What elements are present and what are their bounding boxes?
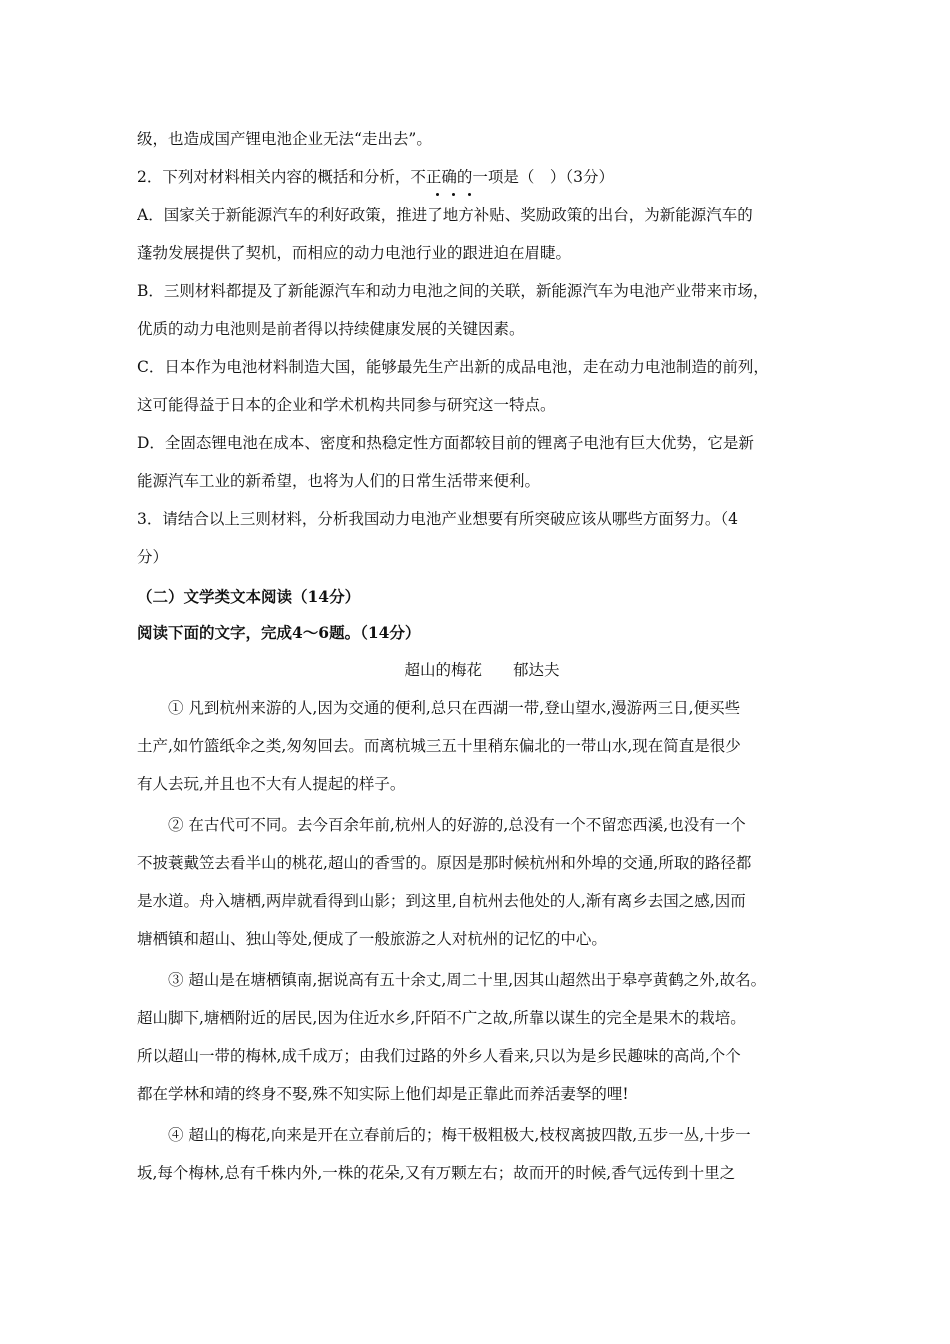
article-title: 超山的梅花 郁达夫 xyxy=(404,661,560,679)
paragraph-4-line: 坂,每个梅林,总有千株内外,一株的花朵,又有万颗左右；故而开的时候,香气远传到十里之 xyxy=(137,1164,736,1182)
question-3: 3．请结合以上三则材料，分析我国动力电池产业想要有所突破应该从哪些方面努力。（4 xyxy=(137,510,738,528)
paragraph-2-line: ② 在古代可不同。去今百余年前,杭州人的好游的,总没有一个不留恋西溪,也没有一个 xyxy=(168,816,746,834)
paragraph-2-line: 不披蓑戴笠去看半山的桃花,超山的香雪的。原因是那时候杭州和外埠的交通,所取的路径都 xyxy=(137,854,752,872)
paragraph-3-line: 超山脚下,塘栖附近的居民,因为住近水乡,阡陌不广之故,所靠以谋生的完全是果木的栽培。 xyxy=(137,1009,746,1027)
question-2: 2．下列对材料相关内容的概括和分析，不正确的一项是（ ）（3分） xyxy=(137,168,614,186)
text-line: 能源汽车工业的新希望，也将为人们的日常生活带来便利。 xyxy=(137,472,541,490)
emphasis-dots xyxy=(430,193,490,201)
paragraph-2-line: 是水道。舟入塘栖,两岸就看得到山影；到这里,自杭州去他处的人,渐有离乡去国之感,因而 xyxy=(137,892,746,910)
text-line: 级，也造成国产锂电池企业无法“走出去”。 xyxy=(137,130,432,148)
paragraph-3-line: ③ 超山是在塘栖镇南,据说高有五十余丈,周二十里,因其山超然出于皋亭黄鹤之外,故名。 xyxy=(168,971,767,989)
paragraph-3-line: 都在学林和靖的终身不娶,殊不知实际上他们却是正靠此而养活妻孥的哩! xyxy=(137,1085,629,1103)
paragraph-1-line: 土产,如竹篮纸伞之类,匆匆回去。而离杭城三五十里稍东偏北的一带山水,现在简直是很少 xyxy=(137,737,741,755)
text-line: 蓬勃发展提供了契机，而相应的动力电池行业的跟进迫在眉睫。 xyxy=(137,244,572,262)
option-d: D．全固态锂电池在成本、密度和热稳定性方面都较目前的锂离子电池有巨大优势，它是新 xyxy=(137,434,754,452)
text-line: 这可能得益于日本的企业和学术机构共同参与研究这一特点。 xyxy=(137,396,556,414)
paragraph-2-line: 塘栖镇和超山、独山等处,便成了一般旅游之人对杭州的记忆的中心。 xyxy=(137,930,607,948)
paragraph-1-line: 有人去玩,并且也不大有人提起的样子。 xyxy=(137,775,406,793)
text-line: 分） xyxy=(137,548,169,566)
instruction-heading: 阅读下面的文字，完成4～6题。（14分） xyxy=(137,623,421,642)
paragraph-3-line: 所以超山一带的梅林,成千成万；由我们过路的外乡人看来,只以为是乡民趣味的高尚,个个 xyxy=(137,1047,741,1065)
paragraph-4-line: ④ 超山的梅花,向来是开在立春前后的；梅干极粗极大,枝杈离披四散,五步一丛,十步一 xyxy=(168,1126,751,1144)
option-b: B．三则材料都提及了新能源汽车和动力电池之间的关联，新能源汽车为电池产业带来市场， xyxy=(137,282,769,300)
option-a: A．国家关于新能源汽车的利好政策，推进了地方补贴、奖励政策的出台，为新能源汽车的 xyxy=(137,206,753,224)
option-c: C．日本作为电池材料制造大国，能够最先生产出新的成品电池，走在动力电池制造的前列， xyxy=(137,358,769,376)
section-heading: （二）文学类文本阅读（14分） xyxy=(137,587,361,606)
paragraph-1-line: ① 凡到杭州来游的人,因为交通的便利,总只在西湖一带,登山望水,漫游两三日,便买些 xyxy=(168,699,741,717)
text-line: 优质的动力电池则是前者得以持续健康发展的关键因素。 xyxy=(137,320,525,338)
